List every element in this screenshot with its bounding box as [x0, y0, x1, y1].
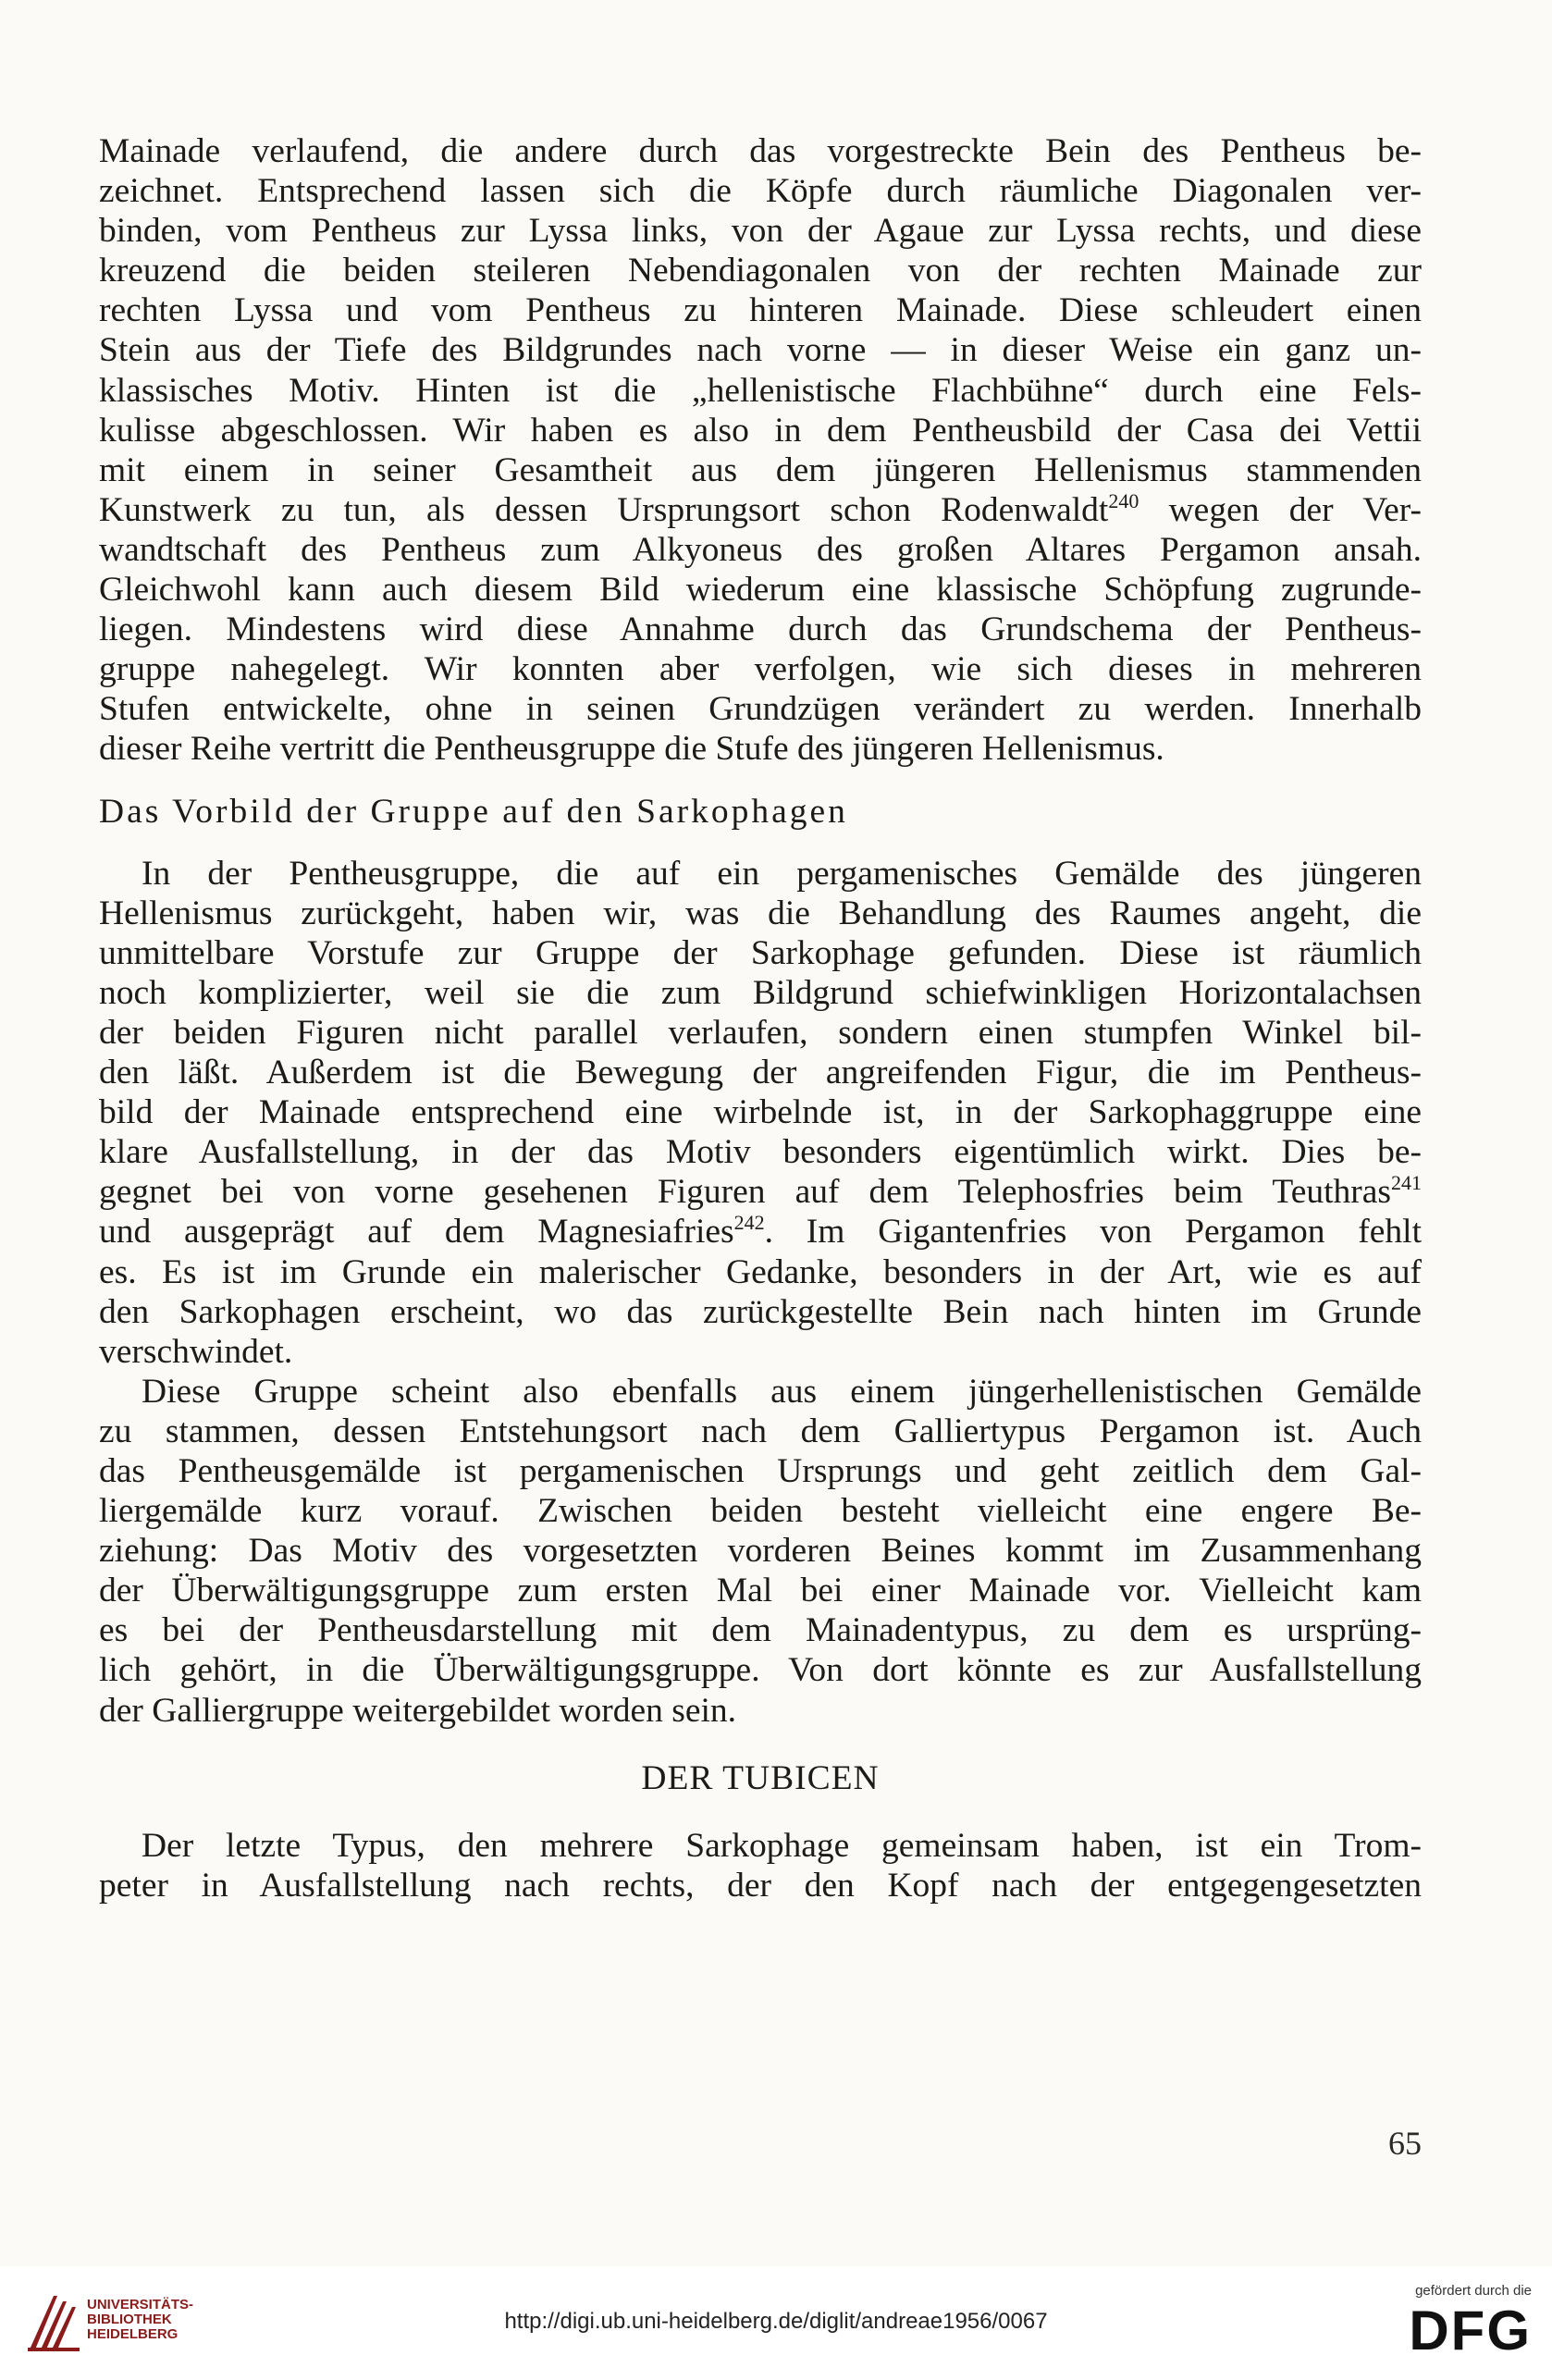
text-line: klassisches Motiv. Hinten ist die „hellenistische Flachbühne“ durch eine Fels-: [99, 371, 1422, 410]
text-line: es. Es ist im Grunde ein malerischer Gedanke, besonders in der Art, wie es auf: [99, 1252, 1422, 1291]
paragraph-3: [99, 1372, 1422, 1731]
text-line: das Pentheusgemälde ist pergamenischen Ursprungs und geht zeitlich dem Gal-: [99, 1452, 1422, 1490]
section-subheading: Das Vorbild der Gruppe auf den Sarkophagen: [99, 792, 848, 831]
text-line: zeichnet. Entsprechend lassen sich die Köpfe durch räumliche Diagonalen ver-: [99, 172, 1422, 211]
chapter-heading: DER TUBICEN: [641, 1758, 880, 1797]
text-line: kulisse abgeschlossen. Wir haben es also in dem Pentheusbild der Casa dei Vettii: [99, 411, 1422, 450]
text-line: mit einem in seiner Gesamtheit aus dem jüngeren Hellenismus stammenden: [99, 450, 1422, 489]
text-line: Kunstwerk zu tun, als dessen Ursprungsort schon Rodenwaldt$^{240}$ wegen der Ver-: [99, 488, 1422, 529]
library-name[interactable]: UNIVERSITÄTS- BIBLIOTHEK HEIDELBERG: [87, 2297, 194, 2342]
digitization-footer: [0, 2266, 1552, 2380]
paragraph-1-end: [99, 530, 1422, 770]
text-line: peter in Ausfallstellung nach rechts, der den Kopf nach der entgegengesetzten: [99, 1866, 1422, 1905]
text-line: Diese Gruppe scheint also ebenfalls aus einem jüngerhellenistischen Gemälde: [142, 1372, 1422, 1411]
paragraph-2: [99, 854, 1422, 1173]
text-line: der Überwältigungsgruppe zum ersten Mal bei einer Mainade vor. Vielleicht kam: [99, 1572, 1422, 1610]
permalink-url[interactable]: http://digi.ub.uni-heidelberg.de/diglit/andreae1956/0067: [504, 2309, 1048, 2334]
footnote-ref-240[interactable]: 240: [1108, 488, 1139, 512]
text-line: rechten Lyssa und vom Pentheus zu hinteren Mainade. Diese schleudert einen: [99, 291, 1422, 330]
text-line: gegnet bei von vorne gesehenen Figuren auf dem Telephosfries beim Teuthras$^{241}$: [99, 1171, 1422, 1212]
text-line: gruppe nahegelegt. Wir konnten aber verfolgen, wie sich dieses in mehreren: [99, 650, 1422, 689]
text-line: Der letzte Typus, den mehrere Sarkophage gemeinsam haben, ist ein Trom-: [142, 1826, 1422, 1865]
text-line: liegen. Mindestens wird diese Annahme durch das Grundschema der Pentheus-: [99, 610, 1422, 649]
text-line: Hellenismus zurückgeht, haben wir, was die Behandlung des Raumes angeht, die: [99, 894, 1422, 932]
text-line: wandtschaft des Pentheus zum Alkyoneus des großen Altares Pergamon ansah.: [99, 530, 1422, 569]
footnote-ref-241[interactable]: 241: [1391, 1171, 1422, 1195]
text-line: kreuzend die beiden steileren Nebendiagonalen von der rechten Mainade zur: [99, 252, 1422, 290]
text-line: unmittelbare Vorstufe zur Gruppe der Sarkophage gefunden. Diese ist räumlich: [99, 933, 1422, 972]
paragraph-1: [99, 131, 1422, 490]
text-line: der Galliergruppe weitergebildet worden sein.: [99, 1691, 737, 1730]
text-line: noch komplizierter, weil sie die zum Bildgrund schiefwinkligen Horizontalachsen: [99, 973, 1422, 1012]
text-line: klare Ausfallstellung, in der das Motiv besonders eigentümlich wirkt. Dies be-: [99, 1133, 1422, 1172]
text-line: den Sarkophagen erscheint, wo das zurückgestellte Bein nach hinten im Grunde: [99, 1292, 1422, 1331]
text-line: es bei der Pentheusdarstellung mit dem Mainadentypus, zu dem es ursprüng-: [99, 1611, 1422, 1650]
book-page: [99, 0, 1422, 2266]
text-line: den läßt. Außerdem ist die Bewegung der angreifenden Figur, die im Pentheus-: [99, 1054, 1422, 1092]
text-line: Stein aus der Tiefe des Bildgrundes nach vorne — in dieser Weise ein ganz un-: [99, 331, 1422, 370]
text-line: zu stammen, dessen Entstehungsort nach dem Galliertypus Pergamon ist. Auch: [99, 1412, 1422, 1450]
funding-note: gefördert durch die: [1415, 2283, 1532, 2299]
text-line: dieser Reihe vertritt die Pentheusgruppe die Stufe des jüngeren Hellenismus.: [99, 730, 1164, 769]
text-line: lich gehört, in die Überwältigungsgruppe. Von dort könnte es zur Ausfallstellung: [99, 1651, 1422, 1690]
text-line: der beiden Figuren nicht parallel verlaufen, sondern einen stumpfen Winkel bil-: [99, 1013, 1422, 1052]
text-line: bild der Mainade entsprechend eine wirbelnde ist, in der Sarkophaggruppe eine: [99, 1093, 1422, 1132]
text-line: In der Pentheusgruppe, die auf ein pergamenisches Gemälde des jüngeren: [142, 854, 1422, 893]
text-line: verschwindet.: [99, 1332, 293, 1371]
text-line: liergemälde kurz vorauf. Zwischen beiden besteht vielleicht eine engere Be-: [99, 1492, 1422, 1531]
paragraph-4: [99, 1826, 1422, 1905]
page-number: 65: [1388, 2125, 1422, 2162]
body-text: [99, 131, 1422, 1905]
text-line: Mainade verlaufend, die andere durch das vorgestreckte Bein des Pentheus be-: [99, 132, 1422, 170]
text-line: Stufen entwickelte, ohne in seinen Grundzügen verändert zu werden. Innerhalb: [99, 690, 1422, 729]
footnote-ref-242[interactable]: 242: [733, 1211, 765, 1235]
dfg-logo[interactable]: DFG: [1409, 2300, 1532, 2362]
text-line: binden, vom Pentheus zur Lyssa links, von der Agaue zur Lyssa rechts, und diese: [99, 212, 1422, 251]
text-line: und ausgeprägt auf dem Magnesiafries$^{242}$. Im Gigantenfries von Pergamon fehlt: [99, 1211, 1422, 1252]
paragraph-2-end: [99, 1252, 1422, 1372]
text-line: ziehung: Das Motiv des vorgesetzten vorderen Beines kommt im Zusammenhang: [99, 1532, 1422, 1571]
text-line: Gleichwohl kann auch diesem Bild wiederum eine klassische Schöpfung zugrunde-: [99, 571, 1422, 610]
